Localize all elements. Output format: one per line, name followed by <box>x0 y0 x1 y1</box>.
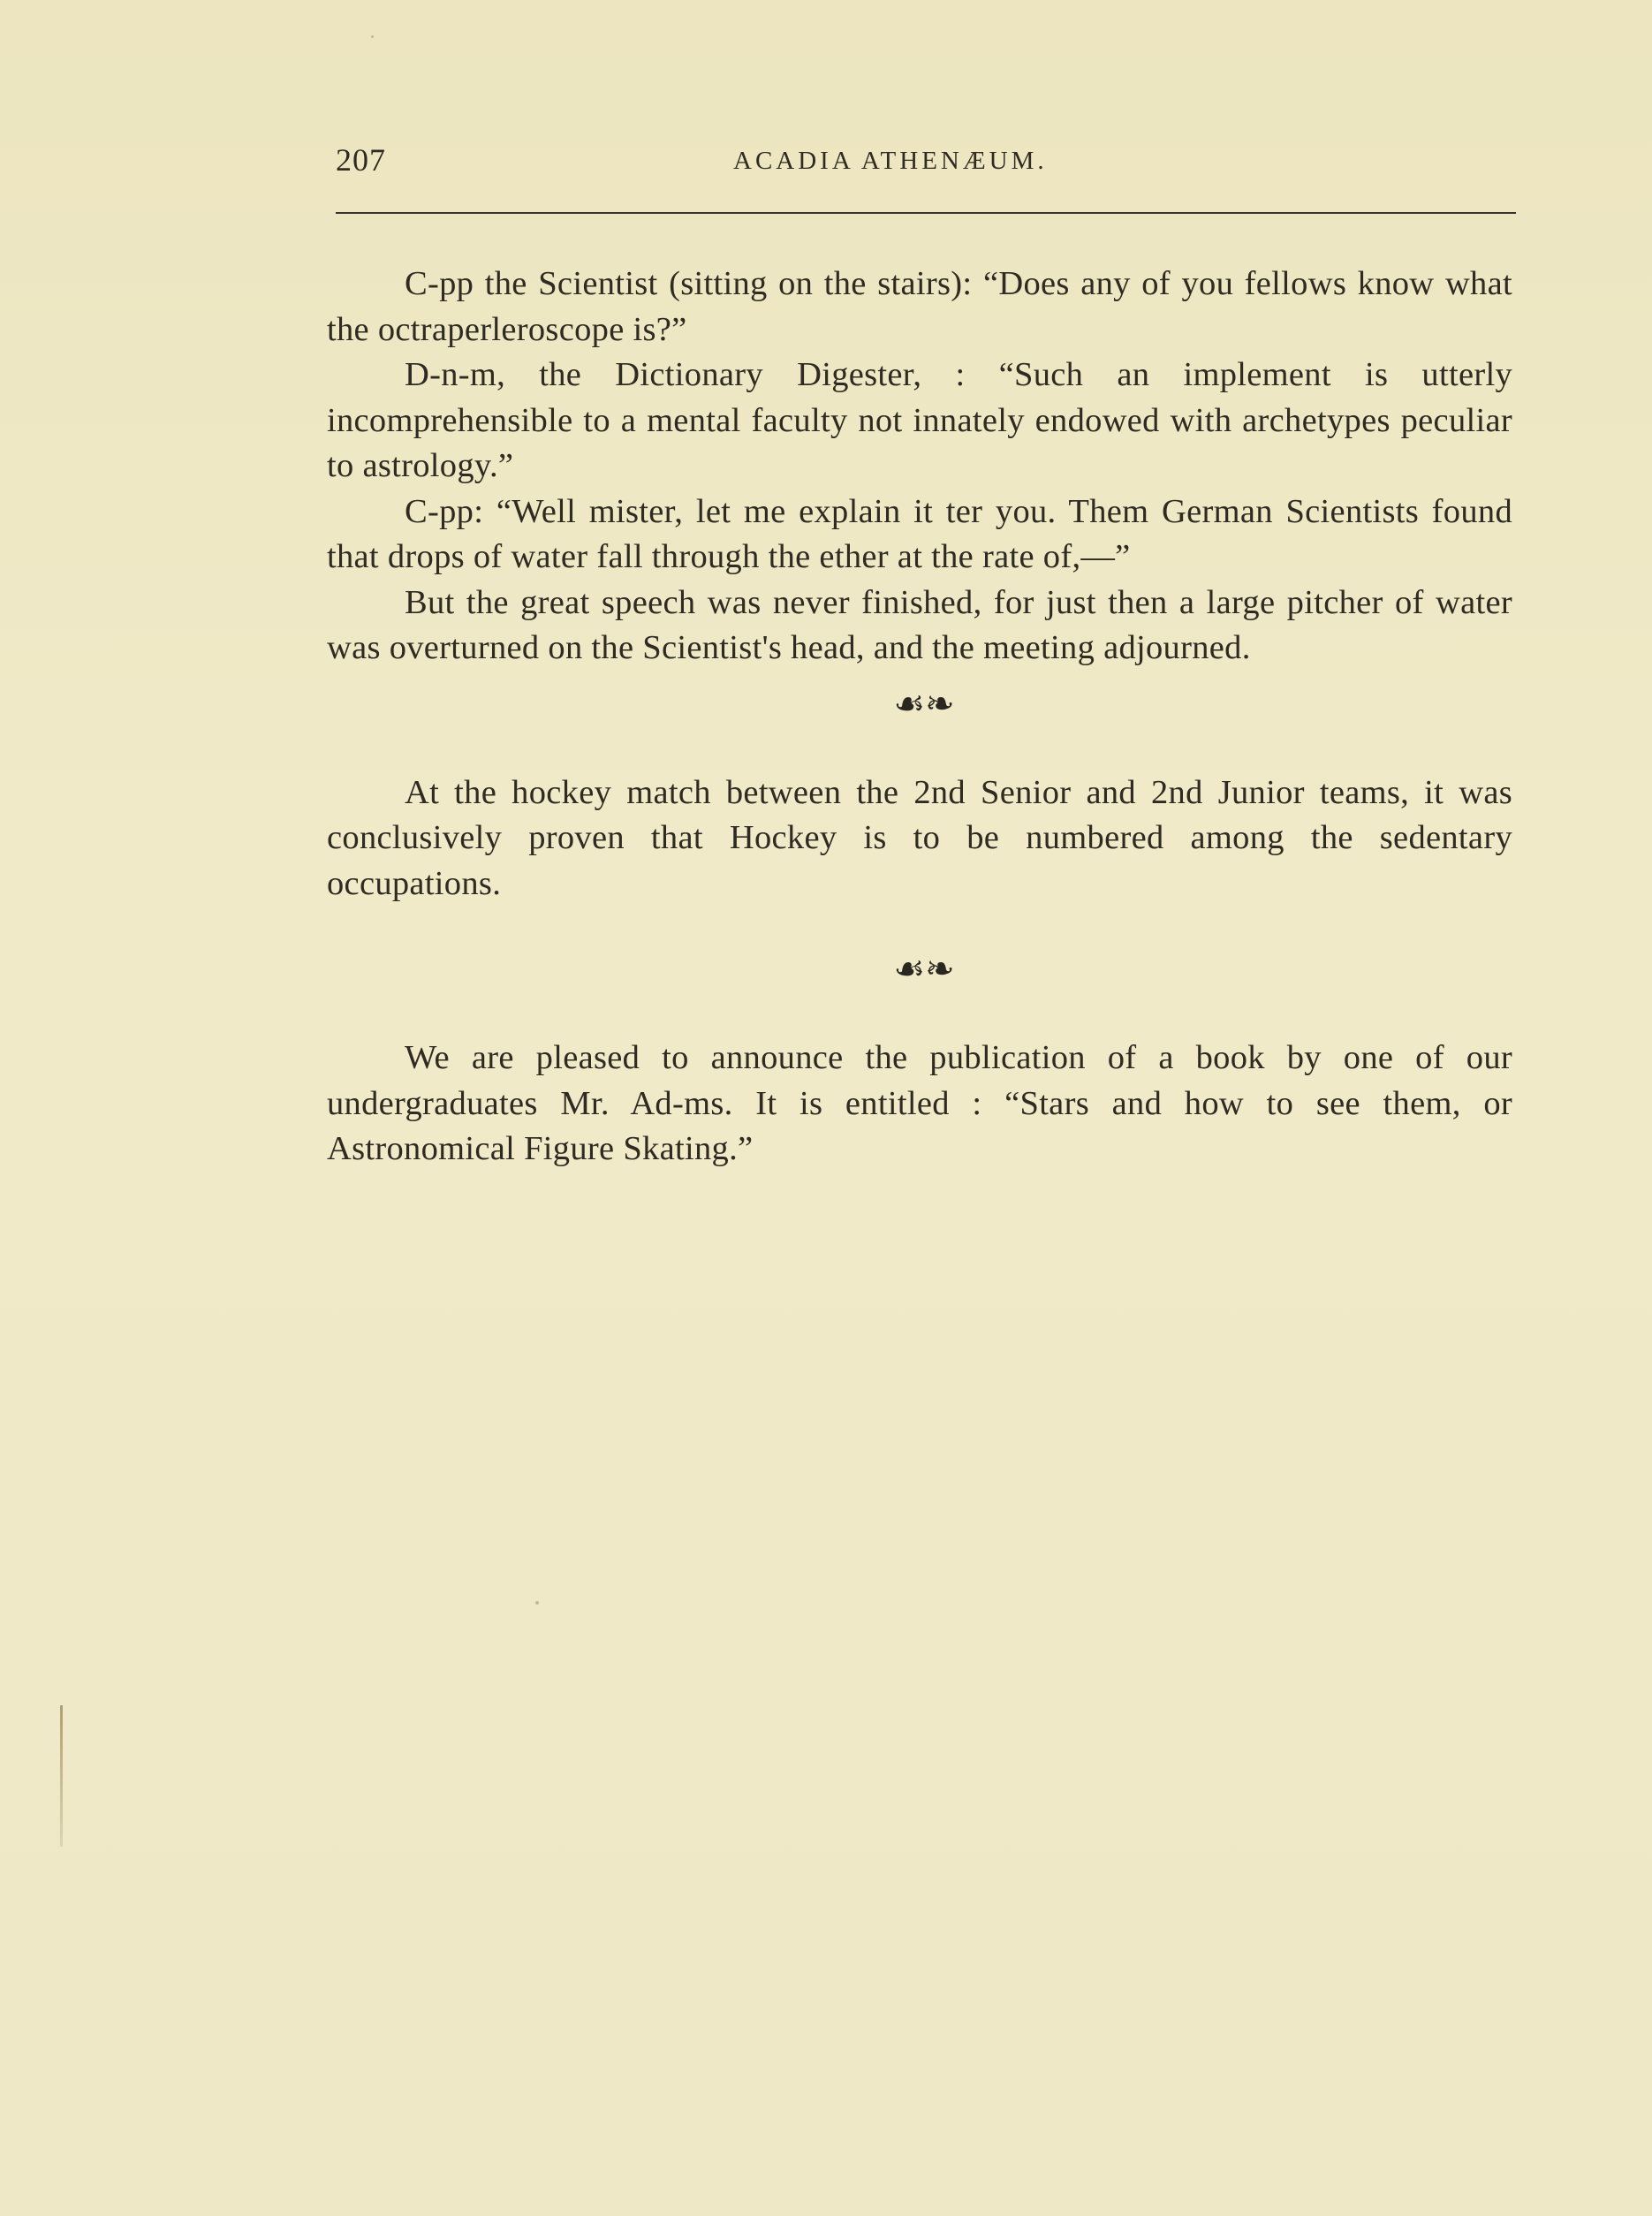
paper-speck <box>535 1601 539 1605</box>
paragraph-cpp-explain: C-pp: “Well mister, let me explain it ter you. Them German Scientists found that drops of water fall through the ether at the rate of,—” <box>327 492 1512 575</box>
page-header <box>336 141 1516 186</box>
paragraph-book-announcement: We are pleased to announce the publication of a book by one of our undergraduates Mr. Ad-ms. It is entitled : “Stars and how to see them, or Astronomical Figure Skating.” <box>327 1039 1512 1167</box>
paragraph-meeting-adjourned: But the great speech was never finished, for just then a large pitcher of water was overturned on the Scientist's head, and the meeting adjourned. <box>327 583 1512 666</box>
paper-speck <box>371 35 374 38</box>
page-number: 207 <box>336 142 386 178</box>
margin-mark <box>60 1705 63 1847</box>
fleuron-ornament-icon: ☙❧ <box>893 683 955 724</box>
paragraph-cpp-question: C-pp the Scientist (sitting on the stairs): “Does any of you fellows know what the octraperleroscope is?” <box>327 265 1512 348</box>
header-rule <box>336 212 1516 214</box>
running-head: ACADIA ATHENÆUM. <box>733 147 1048 175</box>
body-text <box>327 262 1512 1173</box>
paragraph-dnm-reply: D-n-m, the Dictionary Digester, : “Such an implement is utterly incomprehensible to a mental faculty not innately endowed with archetypes peculiar to astrology.” <box>327 356 1512 484</box>
paragraph-hockey-match: At the hockey match between the 2nd Senior and 2nd Junior teams, it was conclusively proven that Hockey is to be numbered among the sedentary occupations. <box>327 773 1512 902</box>
fleuron-ornament-icon: ☙❧ <box>893 949 955 989</box>
